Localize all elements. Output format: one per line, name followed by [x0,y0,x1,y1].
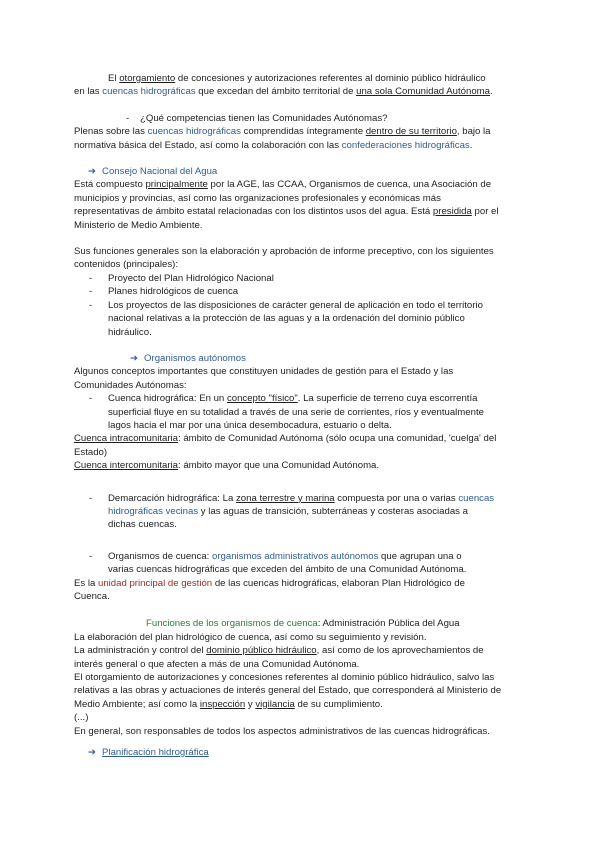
underlined-term: Cuenca intercomunitaria [74,460,178,472]
arrow-icon: ➔ [88,166,97,178]
list-item-text: lagos hacia el mar por una única desembocadura, estuario o delta. [108,419,392,431]
ellipsis-line: (...) [74,712,89,724]
text: y [245,698,256,710]
text: Medio Ambiente; así como la [74,698,200,710]
text: y las aguas de transición, subterráneas y costeras asociadas a [198,505,468,517]
dash-bullet: - [89,393,93,405]
list-item-text: Los proyectos de las disposiciones de carácter general de aplicación en todo el territorio [108,299,483,311]
list-item [74,285,530,298]
text: de las cuencas hidrográficas, elaboran Plan Hidrológico de [212,577,465,589]
text: El [108,73,120,84]
list-item-text: varias cuencas hidrográficas que exceden del ámbito de una Comunidad Autónoma. [108,564,467,576]
text: normativa básica del Estado, así como la colaboración con las [74,139,342,151]
underlined-term: vigilancia [255,698,295,710]
underlined-term: dentro de su territorio [365,126,457,138]
paragraph-otorgamiento2-line2: relativas a las obras y actuaciones de interés general del Estado, que corresponderá al Ministerio de [74,685,502,697]
text: por el [471,206,499,218]
list-item-text: hidráulico. [108,326,152,338]
text: . La superficie de terreno cuya escorrentía [297,393,478,405]
paragraph-unidad-principal-line2: Cuenca. [74,591,110,602]
heading-planificacion [74,746,530,759]
paragraph-en-general: En general, son responsables de todos los aspectos administrativos de las cuencas hidrográficas. [74,725,490,737]
text: de concesiones y autorizaciones referentes al dominio público hidráulico [175,73,486,84]
highlight-term: cuencas hidrográficas [147,126,241,138]
paragraph-funciones-line1: Sus funciones generales son la elaboración y aprobación de informe preceptivo, con los siguientes [74,246,494,258]
text: , así como de los aprovechamientos de [316,645,484,657]
text: compuesta por una o varias [334,492,459,504]
underlined-term: zona terrestre y marina [235,492,335,504]
arrow-icon: ➔ [88,747,97,759]
paragraph-otorgamiento-line2 [74,85,530,98]
text: comprendidas íntegramente [240,126,366,138]
text: que excedan del ámbito territorial de [195,86,357,98]
list-item-text: dichas cuencas. [108,519,177,531]
list-item-text: superficial fluye en su totalidad a través de una serie de corrientes, ríos y eventualmente [108,406,484,418]
paragraph-unidad-principal [74,577,530,590]
paragraph-compuesto-line2: municipios y provincias, así como las organizaciones profesionales y económicas más [74,192,441,204]
paragraph-elaboracion: La elaboración del plan hidrológico de cuenca, así como su seguimiento y revisión. [74,631,427,643]
underlined-term: principalmente [145,179,208,191]
text: La administración y control del [74,645,207,657]
list-item [74,272,530,285]
underlined-term: presidida [432,206,472,218]
highlight-term: cuencas hidrográficas [102,86,196,98]
list-item-text [108,550,530,563]
paragraph-administracion-line2: interés general o que afecten a más de una Comunidad Autónoma. [74,658,360,670]
text: . [469,139,473,151]
heading-consejo-nacional [74,165,530,178]
arrow-icon: ➔ [130,352,139,364]
dash-bullet: - [89,299,93,311]
text: Organismos de cuenca: [108,550,212,562]
heading-text: Planificación hidrográfica [102,747,209,759]
paragraph-compuesto-line1 [74,178,530,191]
text: : ámbito de Comunidad Autónoma (sólo ocupa una comunidad, 'cuelga' del [178,433,497,445]
heading-subtext: : Administración Pública del Agua [317,618,460,630]
question-text: ¿Qué competencias tienen las Comunidades Autónomas? [140,112,388,124]
text: por la AGE, las CCAA, Organismos de cuenca, una Asociación de [207,179,492,191]
paragraph-plenas-line1 [74,125,530,138]
highlight-term: confederaciones hidrográficas [341,139,470,151]
paragraph-compuesto-line4: Ministerio de Medio Ambiente. [74,219,203,231]
list-item-text: nacional relativas a la protección de las aguas y a la ordenación del dominio público [108,313,465,325]
text: Plenas sobre las [74,126,148,138]
text: que agrupan una o [378,550,462,562]
dash-bullet: - [126,112,130,124]
highlight-term: hidrográficas vecinas [108,505,199,517]
heading-text: Organismos autónomos [144,352,246,364]
paragraph-otorgamiento2-line3 [74,698,530,711]
highlight-term: unidad principal de gestión [98,577,213,589]
underlined-term: inspección [199,698,246,710]
underlined-term: dominio público hidráulico [206,645,317,657]
list-item-text [108,492,530,505]
heading-text: Funciones de los organismos de cuenca [146,618,318,630]
paragraph-intercomunitaria [74,459,530,472]
dash-bullet: - [89,286,93,298]
paragraph-otorgamiento-line1 [74,72,530,85]
heading-text: Consejo Nacional del Agua [102,166,218,178]
paragraph-intracomunitaria-line2: Estado) [74,446,108,458]
list-item-demarcacion [74,492,530,532]
list-item [74,299,530,339]
list-item-text [108,392,530,405]
text: . [490,86,493,98]
paragraph-conceptos-line2: Comunidades Autónomas: [74,379,187,391]
text: Demarcación hidrográfica: La [108,492,236,504]
list-item-organismos-cuenca [74,550,530,577]
dash-bullet: - [89,272,93,284]
paragraph-intracomunitaria [74,432,530,445]
list-item-text: Proyecto del Plan Hidrológico Nacional [108,272,274,284]
text: de su cumplimiento. [294,698,383,710]
highlight-term: organismos administrativos autónomos [212,550,379,562]
paragraph-compuesto-line3 [74,205,530,218]
text: Está compuesto [74,179,146,191]
paragraph-administracion [74,644,530,657]
text: en las [74,86,103,98]
text: , bajo la [456,126,491,138]
text: Cuenca hidrográfica: En un [108,393,227,405]
text: : ámbito mayor que una Comunidad Autónoma. [178,460,380,472]
list-item-cuenca-hidrografica [74,392,530,432]
document-page [74,72,530,759]
heading-organismos-autonomos [74,352,530,365]
text: representativas de ámbito estatal relacionadas con los distintos usos del agua. Está [74,206,433,218]
dash-bullet: - [89,550,93,562]
dash-bullet: - [89,492,93,504]
paragraph-otorgamiento2-line1: El otorgamiento de autorizaciones y concesiones referentes al dominio público hidráulico, salvo las [74,672,495,684]
underlined-term: otorgamiento [119,73,176,84]
question-item [74,112,530,125]
heading-funciones-organismos [74,617,530,630]
list-item-text [108,505,530,518]
underlined-term: concepto "físico" [226,393,298,405]
text: Es la [74,577,98,589]
underlined-term: una sola Comunidad Autónoma [356,86,491,98]
highlight-term: cuencas [458,492,495,504]
underlined-term: Cuenca intracomunitaria [74,433,178,445]
paragraph-conceptos-line1: Algunos conceptos importantes que constituyen unidades de gestión para el Estado y las [74,366,454,378]
list-item-text: Planes hidrológicos de cuenca [108,286,239,298]
paragraph-funciones-line2: contenidos (principales): [74,259,178,271]
paragraph-plenas-line2 [74,139,530,152]
